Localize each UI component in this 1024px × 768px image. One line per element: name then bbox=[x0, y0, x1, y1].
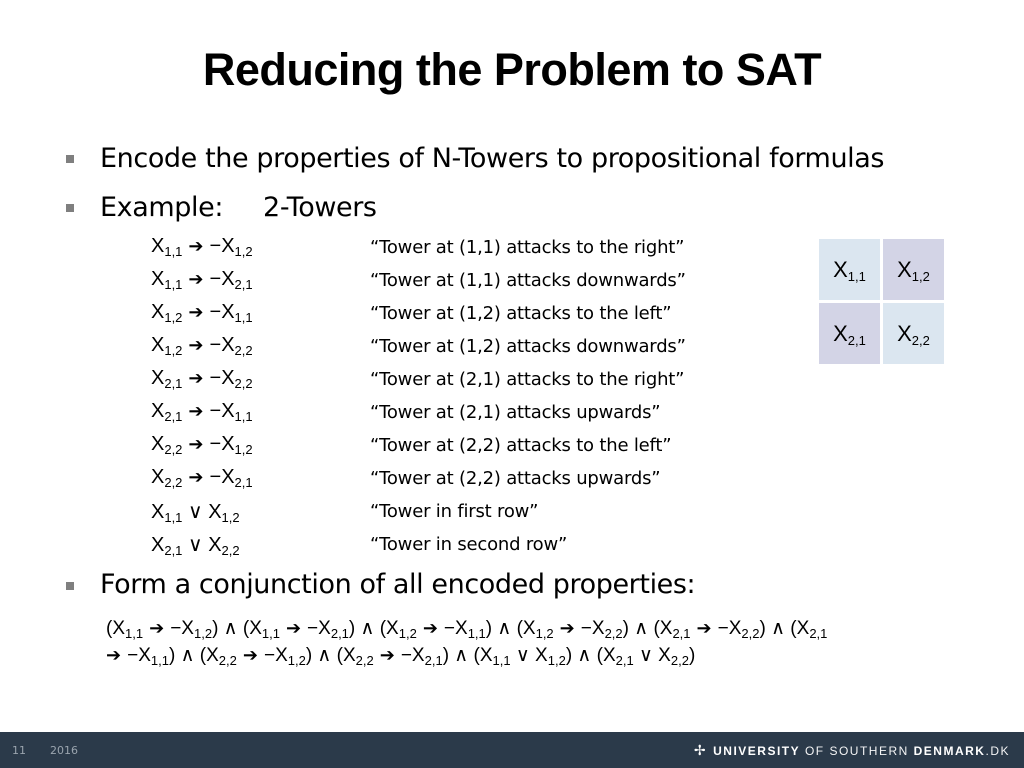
variable: $X_{1,1}$ bbox=[112, 618, 144, 641]
bullet-marker bbox=[66, 204, 74, 212]
variable: $X_{2,1}$ bbox=[221, 466, 253, 490]
encoding-description: “Tower in first row” bbox=[370, 501, 539, 522]
variable-index: 1,2 bbox=[547, 653, 566, 668]
encoding-formula bbox=[151, 499, 240, 524]
variable: $X_{1,2}$ bbox=[208, 501, 240, 525]
bullet-encode: Encode the properties of N-Towers to propositional formulas bbox=[100, 143, 885, 174]
variable-index: 2,1 bbox=[164, 543, 183, 558]
formula-term: ($X_{1,1}$ ➔ $-X_{2,1}$) bbox=[242, 618, 356, 641]
implies-arrow-icon: ➔ bbox=[285, 618, 302, 638]
implies-arrow-icon: ➔ bbox=[149, 618, 165, 638]
variable-index: 2,2 bbox=[670, 653, 689, 668]
conjunction-formula-line-1: ($X_{1,1}$ ➔ $-X_{1,2}$) ∧ ($X_{1,1}$ ➔ $-X_{2,1}$) ∧ ($X_{1,2}$ ➔ $-X_{1,1}$) ∧ ($X_{1,2}$ ➔ $-X_{2,2}$) ∧ ($X_{2,1}$ ➔ $-X_{2,2}$) ∧ ($X_{2,1}$ bbox=[106, 618, 828, 641]
implies-arrow-icon: ➔ bbox=[696, 618, 712, 638]
variable: $X_{2,1}$ bbox=[796, 618, 828, 641]
encoding-formula bbox=[151, 301, 253, 324]
variable: $X_{1,2}$ bbox=[151, 334, 183, 358]
negation: − bbox=[209, 235, 222, 257]
variable-index: 1,1 bbox=[150, 653, 169, 668]
or-operator: ∨ bbox=[182, 501, 209, 523]
variable: $X_{1,2}$ bbox=[275, 645, 306, 668]
variable-index: 1,1 bbox=[125, 626, 144, 641]
variable-index: 2,1 bbox=[330, 626, 349, 641]
bullet-marker bbox=[66, 155, 74, 163]
encoding-formula bbox=[151, 400, 253, 423]
formula-term: ($X_{1,1}$ ∨ $X_{1,2}$) bbox=[473, 645, 573, 668]
variable-index: 1,2 bbox=[911, 268, 930, 284]
variable-index: 1,1 bbox=[261, 626, 280, 641]
variable: $X_{2,1}$ bbox=[318, 618, 349, 641]
variable-index: 1,2 bbox=[221, 510, 240, 525]
variable: $X_{1,1}$ bbox=[221, 400, 253, 424]
conjunction-formula-line-2: ➔ $-X_{1,1}$) ∧ ($X_{2,2}$ ➔ $-X_{1,2}$) ∧ ($X_{2,2}$ ➔ $-X_{2,1}$) ∧ ($X_{1,1}$ ∨ $X_{1,2}$) ∧ ($X_{2,1}$ ∨ $X_{2,2}$) bbox=[106, 645, 696, 668]
variable-index: 1,1 bbox=[164, 510, 183, 525]
encoding-description: “Tower at (2,1) attacks to the right” bbox=[370, 369, 685, 390]
variable: $X_{2,2}$ bbox=[658, 645, 689, 668]
implies-arrow-icon: ➔ bbox=[106, 645, 122, 665]
variable: $X_{1,2}$ bbox=[151, 301, 183, 325]
variable: $X_{2,2}$ bbox=[728, 618, 760, 641]
variable-index: 1,1 bbox=[467, 626, 486, 641]
variable: $X_{1,1}$ bbox=[138, 645, 169, 668]
negation: − bbox=[209, 301, 222, 323]
variable-index: 2,2 bbox=[911, 332, 930, 348]
variable-index: 1,2 bbox=[535, 626, 554, 641]
variable: $X_{2,2}$ bbox=[342, 645, 374, 668]
variable-index: 2,2 bbox=[355, 653, 374, 668]
negation: − bbox=[209, 268, 222, 290]
variable-index: 1,2 bbox=[164, 343, 183, 358]
variable: $X_{1,2}$ bbox=[181, 618, 213, 641]
variable-index: 2,1 bbox=[164, 376, 183, 391]
variable: $X_{1,2}$ bbox=[221, 235, 253, 259]
variable-index: 2,2 bbox=[604, 626, 623, 641]
bullet-example bbox=[100, 192, 377, 223]
grid-cell bbox=[883, 239, 944, 300]
encoding-formula bbox=[151, 334, 253, 357]
encoding-description: “Tower at (2,2) attacks to the left” bbox=[370, 435, 672, 456]
encoding-formula bbox=[151, 532, 240, 557]
variable-index: 1,2 bbox=[193, 626, 213, 641]
grid-cell bbox=[819, 303, 880, 364]
or-operator: ∨ bbox=[182, 534, 209, 556]
encoding-description: “Tower at (1,1) attacks downwards” bbox=[370, 270, 686, 291]
variable: $X_{2,1}$ bbox=[659, 618, 691, 641]
variable-index: 2,1 bbox=[615, 653, 634, 668]
variable: $X_{1,1}$ bbox=[455, 618, 486, 641]
example-value: 2-Towers bbox=[263, 192, 377, 223]
formula-term: ($X_{2,1}$ ∨ $X_{2,2}$) bbox=[596, 645, 696, 668]
formula-term: ($X_{1,2}$ ➔ $-X_{1,1}$) bbox=[379, 618, 493, 641]
grid-cell bbox=[819, 239, 880, 300]
variable: $X_{2,1}$ bbox=[411, 645, 443, 668]
variable: $X_{1,2}$ bbox=[522, 618, 554, 641]
bullet-marker bbox=[66, 582, 74, 590]
variable: $X_{2,2}$ bbox=[208, 534, 240, 558]
implies-arrow-icon: ➔ bbox=[188, 335, 204, 355]
formula-term: ($X_{2,2}$ ➔ $-X_{2,1}$) bbox=[336, 645, 450, 668]
encoding-formula bbox=[151, 433, 253, 456]
variable: $X_{1,2}$ bbox=[221, 433, 253, 457]
formula-term: ($X_{2,1}$ ➔ $-X_{2,2}$) bbox=[653, 618, 766, 641]
variable-index: 1,2 bbox=[164, 310, 183, 325]
variable: $X_{1,2}$ bbox=[386, 618, 417, 641]
variable-index: 2,1 bbox=[672, 626, 691, 641]
footer-year: 2016 bbox=[50, 744, 78, 757]
implies-arrow-icon: ➔ bbox=[188, 434, 204, 454]
variable: $X_{1,2}$ bbox=[535, 645, 566, 668]
variable-index: 2,1 bbox=[809, 626, 828, 641]
variable-index: 1,1 bbox=[234, 310, 253, 325]
variable: $X_{2,1}$ bbox=[221, 268, 253, 292]
variable: $X_{2,1}$ bbox=[151, 367, 183, 391]
grid-variable: $X_{2,2}$ bbox=[897, 320, 930, 348]
implies-arrow-icon: ➔ bbox=[188, 269, 204, 289]
variable: $X_{2,1}$ bbox=[151, 534, 183, 558]
variable: $X_{2,2}$ bbox=[221, 367, 253, 391]
variable: $X_{1,1}$ bbox=[249, 618, 280, 641]
variable-index: 2,2 bbox=[741, 626, 760, 641]
grid-cell bbox=[883, 303, 944, 364]
variable: $X_{2,1}$ bbox=[602, 645, 634, 668]
variable-index: 2,1 bbox=[234, 475, 253, 490]
variable: $X_{2,2}$ bbox=[206, 645, 237, 668]
grid-variable: $X_{1,2}$ bbox=[897, 256, 930, 284]
implies-arrow-icon: ➔ bbox=[379, 645, 395, 665]
implies-arrow-icon: ➔ bbox=[188, 236, 204, 256]
negation: − bbox=[209, 466, 222, 488]
variable-index: 2,1 bbox=[234, 277, 253, 292]
variable: $X_{2,2}$ bbox=[221, 334, 253, 358]
variable: $X_{1,1}$ bbox=[151, 235, 183, 259]
negation: − bbox=[209, 334, 222, 356]
encoding-formula bbox=[151, 235, 253, 258]
variable-index: 2,2 bbox=[234, 376, 253, 391]
variable: $X_{1,1}$ bbox=[221, 301, 253, 325]
variable-index: 2,2 bbox=[218, 653, 237, 668]
negation: − bbox=[209, 367, 222, 389]
variable-index: 1,1 bbox=[164, 277, 183, 292]
encoding-description: “Tower at (1,1) attacks to the right” bbox=[370, 237, 685, 258]
page-number: 11 bbox=[12, 744, 26, 757]
variable-index: 2,2 bbox=[221, 543, 240, 558]
variable: $X_{2,1}$ bbox=[151, 400, 183, 424]
formula-term: ($X_{1,2}$ ➔ $-X_{2,2}$) bbox=[516, 618, 629, 641]
implies-arrow-icon: ➔ bbox=[188, 401, 204, 421]
variable-index: 2,1 bbox=[424, 653, 443, 668]
variable: $X_{2,2}$ bbox=[151, 466, 183, 490]
variable: $X_{2,2}$ bbox=[591, 618, 623, 641]
bullet-conjunction: Form a conjunction of all encoded properties: bbox=[100, 569, 696, 600]
implies-arrow-icon: ➔ bbox=[188, 467, 204, 487]
encoding-description: “Tower at (1,2) attacks downwards” bbox=[370, 336, 686, 357]
variable-index: 2,1 bbox=[164, 409, 183, 424]
variable: $X_{1,1}$ bbox=[151, 501, 183, 525]
encoding-description: “Tower at (2,2) attacks upwards” bbox=[370, 468, 661, 489]
grid-variable: $X_{2,1}$ bbox=[833, 320, 866, 348]
variable-index: 1,1 bbox=[492, 653, 511, 668]
variable-index: 1,2 bbox=[234, 244, 253, 259]
encoding-formula bbox=[151, 466, 253, 489]
encoding-description: “Tower at (1,2) attacks to the left” bbox=[370, 303, 672, 324]
slide-title: Reducing the Problem to SAT bbox=[202, 44, 822, 95]
implies-arrow-icon: ➔ bbox=[188, 302, 204, 322]
variable: $X_{2,2}$ bbox=[151, 433, 183, 457]
implies-arrow-icon: ➔ bbox=[422, 618, 438, 638]
variable-index: 1,1 bbox=[164, 244, 183, 259]
implies-arrow-icon: ➔ bbox=[559, 618, 575, 638]
variable-index: 2,2 bbox=[164, 442, 183, 457]
variable: $X_{1,1}$ bbox=[479, 645, 511, 668]
variable-index: 2,2 bbox=[234, 343, 253, 358]
grid-variable: $X_{1,1}$ bbox=[833, 256, 866, 284]
variable: $X_{1,1}$ bbox=[151, 268, 183, 292]
encoding-formula bbox=[151, 367, 253, 390]
implies-arrow-icon: ➔ bbox=[242, 645, 258, 665]
variable-index: 1,2 bbox=[287, 653, 306, 668]
university-logo: ✢ UNIVERSITY OF SOUTHERN DENMARK.DK bbox=[693, 742, 1010, 758]
crest-icon: ✢ bbox=[693, 742, 708, 758]
negation: − bbox=[209, 433, 222, 455]
formula-term: ($X_{2,2}$ ➔ $-X_{1,2}$) bbox=[199, 645, 313, 668]
implies-arrow-icon: ➔ bbox=[188, 368, 204, 388]
variable-index: 2,2 bbox=[164, 475, 183, 490]
variable-index: 2,1 bbox=[847, 332, 866, 348]
negation: − bbox=[209, 400, 222, 422]
variable-index: 1,2 bbox=[234, 442, 253, 457]
variable-index: 1,1 bbox=[847, 268, 866, 284]
formula-term: ($X_{1,1}$ ➔ $-X_{1,2}$) bbox=[106, 618, 219, 641]
variable-index: 1,2 bbox=[398, 626, 417, 641]
tower-grid bbox=[819, 239, 947, 367]
encoding-description: “Tower in second row” bbox=[370, 534, 568, 555]
encoding-description: “Tower at (2,1) attacks upwards” bbox=[370, 402, 661, 423]
variable-index: 1,1 bbox=[234, 409, 253, 424]
footer-bar bbox=[0, 732, 1024, 768]
example-label: Example: bbox=[100, 192, 224, 223]
encoding-formula bbox=[151, 268, 253, 291]
